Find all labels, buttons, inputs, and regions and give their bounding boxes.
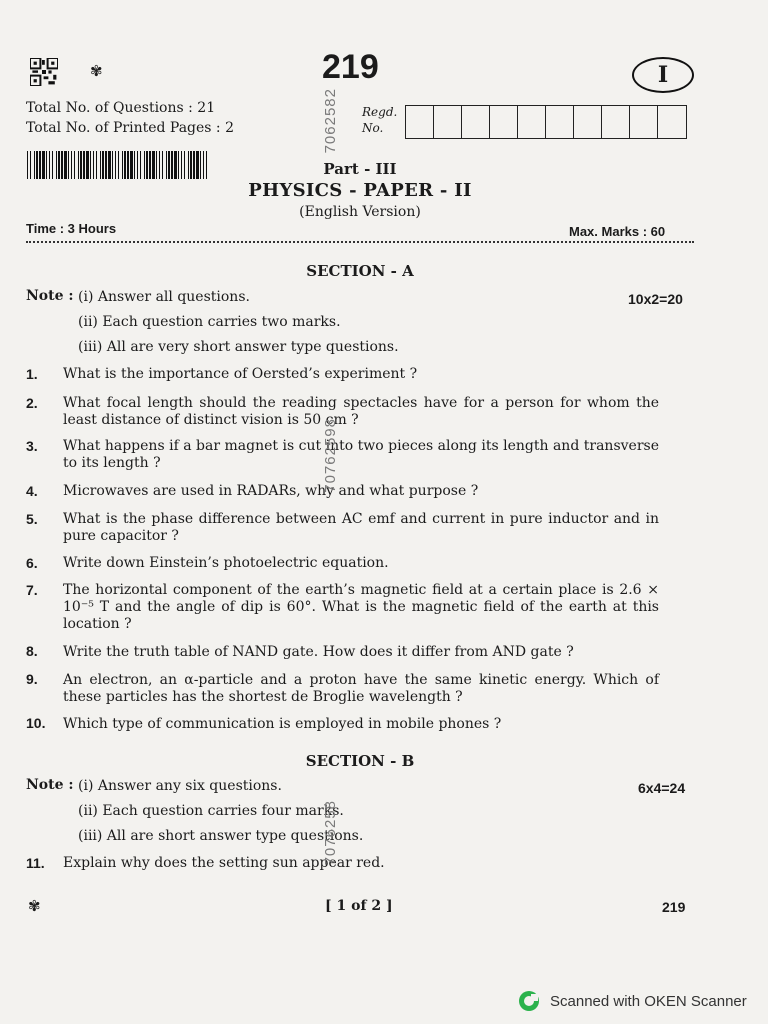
question-number: 5. (26, 511, 38, 527)
set-code-badge: I (632, 57, 694, 93)
question-number: 3. (26, 438, 38, 454)
question-text: What focal length should the reading spectacles have for a person for whom the least distance of distinct vision is 50 cm ? (63, 395, 659, 428)
page-number: [ 1 of 2 ] (325, 898, 393, 914)
question-number: 7. (26, 582, 38, 598)
total-pages: Total No. of Printed Pages : 2 (26, 120, 234, 136)
section-a-note-2: (ii) Each question carries two marks. (78, 314, 341, 330)
section-b-note-2: (ii) Each question carries four marks. (78, 803, 344, 819)
question-text: What is the phase difference between AC emf and current in pure inductor and in pure capacitor ? (63, 511, 659, 544)
scanner-watermark: Scanned with OKEN Scanner (518, 990, 747, 1012)
question-text: Write the truth table of NAND gate. How does it differ from AND gate ? (63, 644, 574, 660)
question-text: What is the importance of Oersted’s experiment ? (63, 366, 418, 382)
section-b-marks: 6x4=24 (638, 780, 686, 796)
section-b-heading: SECTION - B (305, 752, 415, 770)
vertical-stamp: 70762598 (322, 418, 339, 493)
header-divider (26, 241, 694, 243)
question-text: The horizontal component of the earth’s magnetic field at a certain place is 2.6 × 10⁻⁵ T and the angle of dip is 60°. What is the magnetic field of the earth at this location ? (63, 582, 659, 632)
regd-number-boxes[interactable] (405, 105, 687, 139)
question-text: Which type of communication is employed in mobile phones ? (63, 716, 502, 732)
question-text: What happens if a bar magnet is cut into two pieces along its length and transverse to its length ? (63, 438, 659, 471)
qr-code-icon (30, 58, 58, 86)
section-a-note-label: Note : (26, 288, 74, 304)
vertical-stamp: 7076258 (322, 800, 339, 866)
oken-scanner-icon (518, 990, 540, 1012)
section-b-note-1: (i) Answer any six questions. (78, 778, 282, 794)
section-b-note-label: Note : (26, 777, 74, 793)
flower-ornament-icon: ✾ (28, 897, 41, 915)
regd-label: Regd. No. (362, 105, 398, 135)
question-text: Write down Einstein’s photoelectric equation. (63, 555, 389, 571)
question-text: Explain why does the setting sun appear red. (63, 855, 385, 871)
section-a-note-1: (i) Answer all questions. (78, 289, 250, 305)
time-label: Time : 3 Hours (26, 221, 117, 236)
question-number: 6. (26, 555, 38, 571)
total-questions: Total No. of Questions : 21 (26, 100, 216, 116)
footer-paper-code: 219 (662, 899, 686, 915)
question-text: An electron, an α-particle and a proton have the same kinetic energy. Which of these particles has the shortest de Broglie wavelength ? (63, 672, 659, 705)
vertical-stamp: 7062582 (322, 88, 339, 154)
question-text: Microwaves are used in RADARs, why and what purpose ? (63, 483, 479, 499)
max-marks-label: Max. Marks : 60 (569, 224, 666, 239)
flower-ornament-icon: ✾ (90, 62, 103, 80)
question-number: 11. (26, 855, 45, 871)
question-number: 1. (26, 366, 38, 382)
question-number: 9. (26, 671, 38, 687)
version-label: (English Version) (299, 204, 421, 220)
section-a-marks: 10x2=20 (628, 291, 683, 307)
question-number: 2. (26, 395, 38, 411)
paper-code: 219 (322, 48, 379, 86)
paper-title: PHYSICS - PAPER - II (248, 180, 472, 201)
question-number: 4. (26, 483, 38, 499)
question-number: 8. (26, 643, 38, 659)
part-label: Part - III (323, 160, 397, 178)
section-a-heading: SECTION - A (306, 262, 414, 280)
section-a-note-3: (iii) All are very short answer type questions. (78, 339, 399, 355)
section-b-note-3: (iii) All are short answer type questions. (78, 828, 364, 844)
question-number: 10. (26, 715, 46, 731)
